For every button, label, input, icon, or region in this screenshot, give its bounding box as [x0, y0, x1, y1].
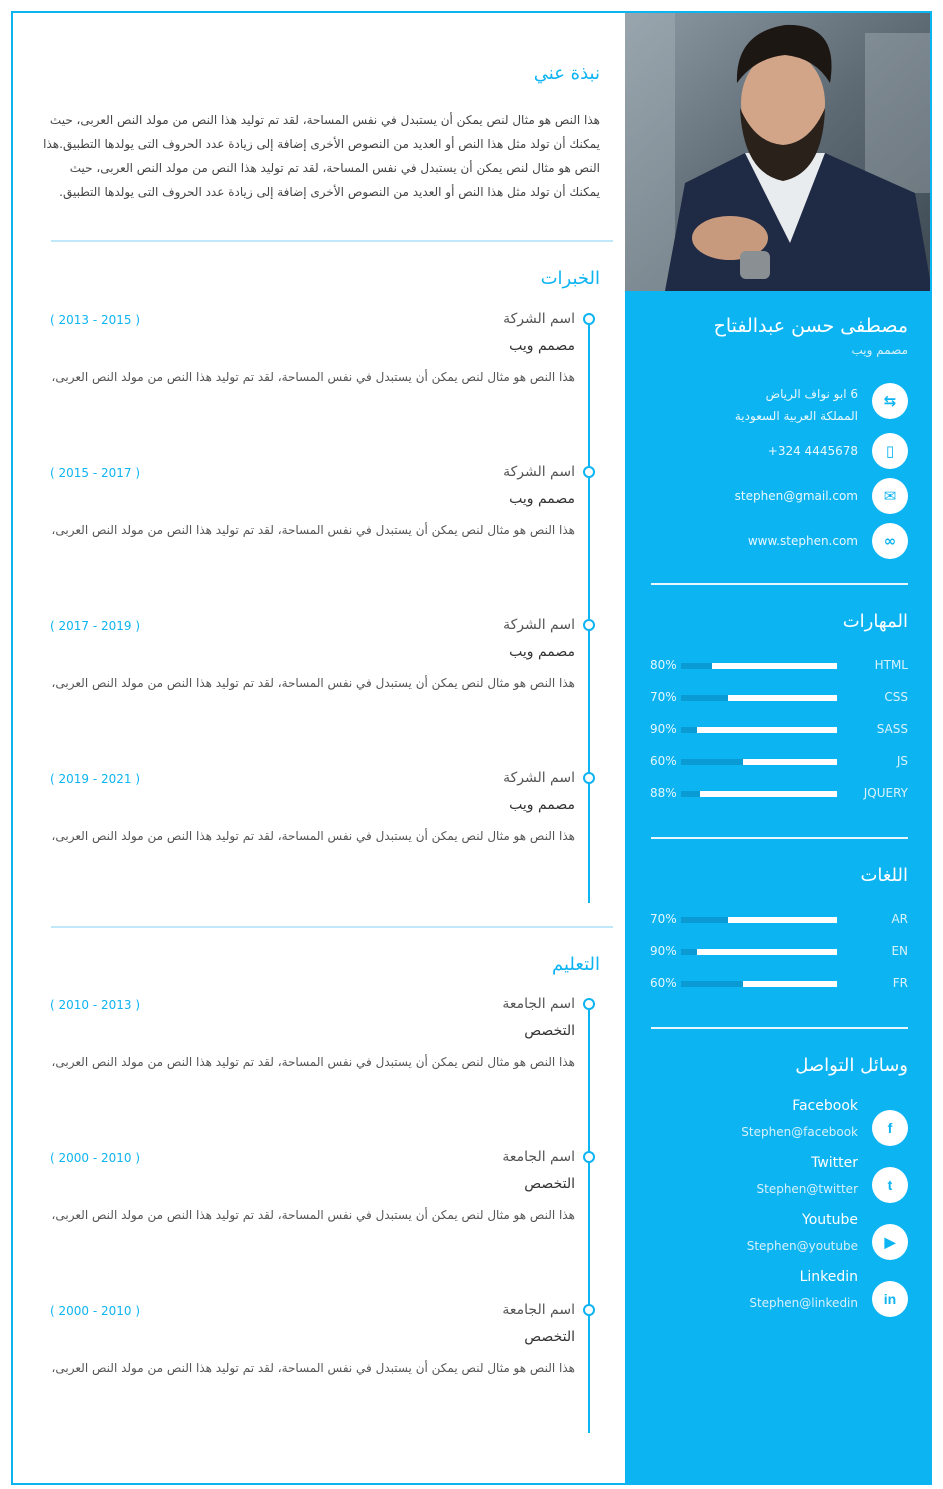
- timeline-dot: [583, 772, 595, 784]
- experience-heading: الخبرات: [540, 268, 600, 289]
- company-name: اسم الشركة: [503, 311, 575, 327]
- skill-bar-track: [681, 759, 837, 765]
- languages-heading: اللغات: [860, 865, 908, 886]
- profile-name: مصطفى حسن عبدالفتاح: [713, 315, 908, 337]
- skill-label: SASS: [876, 722, 908, 736]
- education-heading: التعليم: [552, 954, 600, 975]
- skill-bar-fill: [697, 727, 837, 733]
- skill-percent: 88%: [650, 786, 677, 800]
- contact-email[interactable]: [648, 478, 908, 514]
- facebook-icon: f: [872, 1110, 908, 1146]
- school-name: اسم الجامعة: [502, 996, 575, 1012]
- mobile-icon: ▯: [872, 433, 908, 469]
- social-handle[interactable]: Stephen@twitter: [756, 1182, 858, 1196]
- social-name[interactable]: Youtube: [802, 1212, 858, 1228]
- language-row: [650, 912, 908, 926]
- language-bar-fill: [728, 917, 837, 923]
- period: ( 2017 - 2019 ): [50, 619, 141, 633]
- about-heading: نبذة عني: [533, 63, 600, 84]
- language-bar-fill: [697, 949, 837, 955]
- social-heading: وسائل التواصل: [795, 1055, 908, 1076]
- contact-website[interactable]: [648, 523, 908, 559]
- company-name: اسم الشركة: [503, 617, 575, 633]
- language-bar-fill: [743, 981, 837, 987]
- skill-row: [650, 786, 908, 800]
- skill-label: JQUERY: [863, 786, 908, 800]
- language-percent: 70%: [650, 912, 677, 926]
- period: ( 2010 - 2013 ): [50, 998, 141, 1012]
- social-name[interactable]: Linkedin: [799, 1269, 858, 1285]
- social-youtube[interactable]: [648, 1212, 908, 1264]
- language-bar-track: [681, 981, 837, 987]
- language-percent: 90%: [650, 944, 677, 958]
- address-line-1: 6 ابو نواف الرياض: [765, 387, 858, 401]
- skill-bar-fill: [728, 695, 837, 701]
- timeline-dot: [583, 1304, 595, 1316]
- entry-description: هذا النص هو مثال لنص يمكن أن يستبدل في نفس المساحة، لقد تم توليد هذا النص من مولد النص العربى،: [51, 1055, 575, 1069]
- experience-timeline: [588, 318, 590, 903]
- youtube-icon: ▶: [872, 1224, 908, 1260]
- envelope-icon: ✉: [872, 478, 908, 514]
- period: ( 2019 - 2021 ): [50, 772, 141, 786]
- language-row: [650, 944, 908, 958]
- social-handle[interactable]: Stephen@linkedin: [749, 1296, 858, 1310]
- skill-percent: 70%: [650, 690, 677, 704]
- profile-photo: [625, 13, 932, 291]
- main-column: [13, 13, 625, 1483]
- job-title: مصمم ويب: [509, 338, 575, 354]
- social-name[interactable]: Facebook: [792, 1098, 858, 1114]
- language-bar-track: [681, 949, 837, 955]
- timeline-dot: [583, 1151, 595, 1163]
- sidebar-divider: [651, 837, 908, 839]
- contact-phone: [648, 433, 908, 469]
- education-timeline: [588, 1003, 590, 1433]
- skill-bar-track: [681, 663, 837, 669]
- skill-row: [650, 690, 908, 704]
- language-bar-track: [681, 917, 837, 923]
- job-title: مصمم ويب: [509, 797, 575, 813]
- school-name: اسم الجامعة: [502, 1302, 575, 1318]
- entry-description: هذا النص هو مثال لنص يمكن أن يستبدل في نفس المساحة، لقد تم توليد هذا النص من مولد النص العربى،: [51, 1208, 575, 1222]
- entry-description: هذا النص هو مثال لنص يمكن أن يستبدل في نفس المساحة، لقد تم توليد هذا النص من مولد النص العربى،: [51, 829, 575, 843]
- skill-label: CSS: [884, 690, 908, 704]
- skill-label: JS: [896, 754, 908, 768]
- entry-description: هذا النص هو مثال لنص يمكن أن يستبدل في نفس المساحة، لقد تم توليد هذا النص من مولد النص العربى،: [51, 1361, 575, 1375]
- skill-bar-fill: [712, 663, 837, 669]
- entry-description: هذا النص هو مثال لنص يمكن أن يستبدل في نفس المساحة، لقد تم توليد هذا النص من مولد النص العربى،: [51, 523, 575, 537]
- linkedin-icon: in: [872, 1281, 908, 1317]
- timeline-dot: [583, 313, 595, 325]
- about-text: هذا النص هو مثال لنص يمكن أن يستبدل في نفس المساحة، لقد تم توليد هذا النص من مولد النص العربى، حيث يمكنك أن تولد مثل هذا النص أو العديد من النصوص الأخرى إضافة إلى زيادة عدد الحروف التى يولدها التطبيق.هذا النص هو مثال لنص يمكن أن يستبدل في نفس المساحة، لقد تم توليد هذا النص من مولد النص العربى، حيث يمكنك أن تولد مثل هذا النص أو العديد من النصوص الأخرى إضافة إلى زيادة عدد الحروف التى يولدها التطبيق.: [43, 113, 600, 199]
- language-percent: 60%: [650, 976, 677, 990]
- entry-description: هذا النص هو مثال لنص يمكن أن يستبدل في نفس المساحة، لقد تم توليد هذا النص من مولد النص العربى،: [51, 370, 575, 384]
- major: التخصص: [524, 1176, 575, 1192]
- skill-bar-track: [681, 727, 837, 733]
- skill-row: [650, 722, 908, 736]
- period: ( 2000 - 2010 ): [50, 1304, 141, 1318]
- email-link[interactable]: stephen@gmail.com: [734, 489, 858, 503]
- phone-text: +324 4445678: [767, 444, 858, 458]
- timeline-dot: [583, 466, 595, 478]
- social-facebook[interactable]: [648, 1098, 908, 1150]
- language-label: AR: [891, 912, 908, 926]
- timeline-dot: [583, 619, 595, 631]
- social-handle[interactable]: Stephen@youtube: [746, 1239, 858, 1253]
- skill-bar-track: [681, 695, 837, 701]
- language-label: EN: [891, 944, 908, 958]
- major: التخصص: [524, 1023, 575, 1039]
- period: ( 2015 - 2017 ): [50, 466, 141, 480]
- period: ( 2013 - 2015 ): [50, 313, 141, 327]
- contact-address: [648, 383, 908, 423]
- job-title: مصمم ويب: [509, 644, 575, 660]
- sidebar: [625, 13, 932, 1483]
- skills-heading: المهارات: [842, 611, 908, 632]
- social-twitter[interactable]: [648, 1155, 908, 1207]
- cv-page: [11, 11, 932, 1485]
- sidebar-divider: [651, 583, 908, 585]
- address-line-2: المملكة العربية السعودية: [734, 409, 858, 423]
- social-handle[interactable]: Stephen@facebook: [741, 1125, 858, 1139]
- period: ( 2000 - 2010 ): [50, 1151, 141, 1165]
- signpost-icon: ⇆: [872, 383, 908, 419]
- skill-row: [650, 754, 908, 768]
- twitter-icon: t: [872, 1167, 908, 1203]
- language-label: FR: [892, 976, 908, 990]
- section-divider: [51, 240, 613, 242]
- skill-bar-fill: [700, 791, 837, 797]
- profile-title: مصمم ويب: [851, 343, 908, 357]
- job-title: مصمم ويب: [509, 491, 575, 507]
- company-name: اسم الشركة: [503, 464, 575, 480]
- entry-description: هذا النص هو مثال لنص يمكن أن يستبدل في نفس المساحة، لقد تم توليد هذا النص من مولد النص العربى،: [51, 676, 575, 690]
- company-name: اسم الشركة: [503, 770, 575, 786]
- school-name: اسم الجامعة: [502, 1149, 575, 1165]
- social-linkedin[interactable]: [648, 1269, 908, 1321]
- section-divider: [51, 926, 613, 928]
- language-row: [650, 976, 908, 990]
- website-link[interactable]: www.stephen.com: [747, 534, 858, 548]
- skill-label: HTML: [874, 658, 908, 672]
- social-name[interactable]: Twitter: [811, 1155, 858, 1171]
- sidebar-divider: [651, 1027, 908, 1029]
- skill-percent: 80%: [650, 658, 677, 672]
- skill-row: [650, 658, 908, 672]
- skill-percent: 90%: [650, 722, 677, 736]
- major: التخصص: [524, 1329, 575, 1345]
- skill-bar-fill: [743, 759, 837, 765]
- skill-percent: 60%: [650, 754, 677, 768]
- link-icon: ∞: [872, 523, 908, 559]
- timeline-dot: [583, 998, 595, 1010]
- skill-bar-track: [681, 791, 837, 797]
